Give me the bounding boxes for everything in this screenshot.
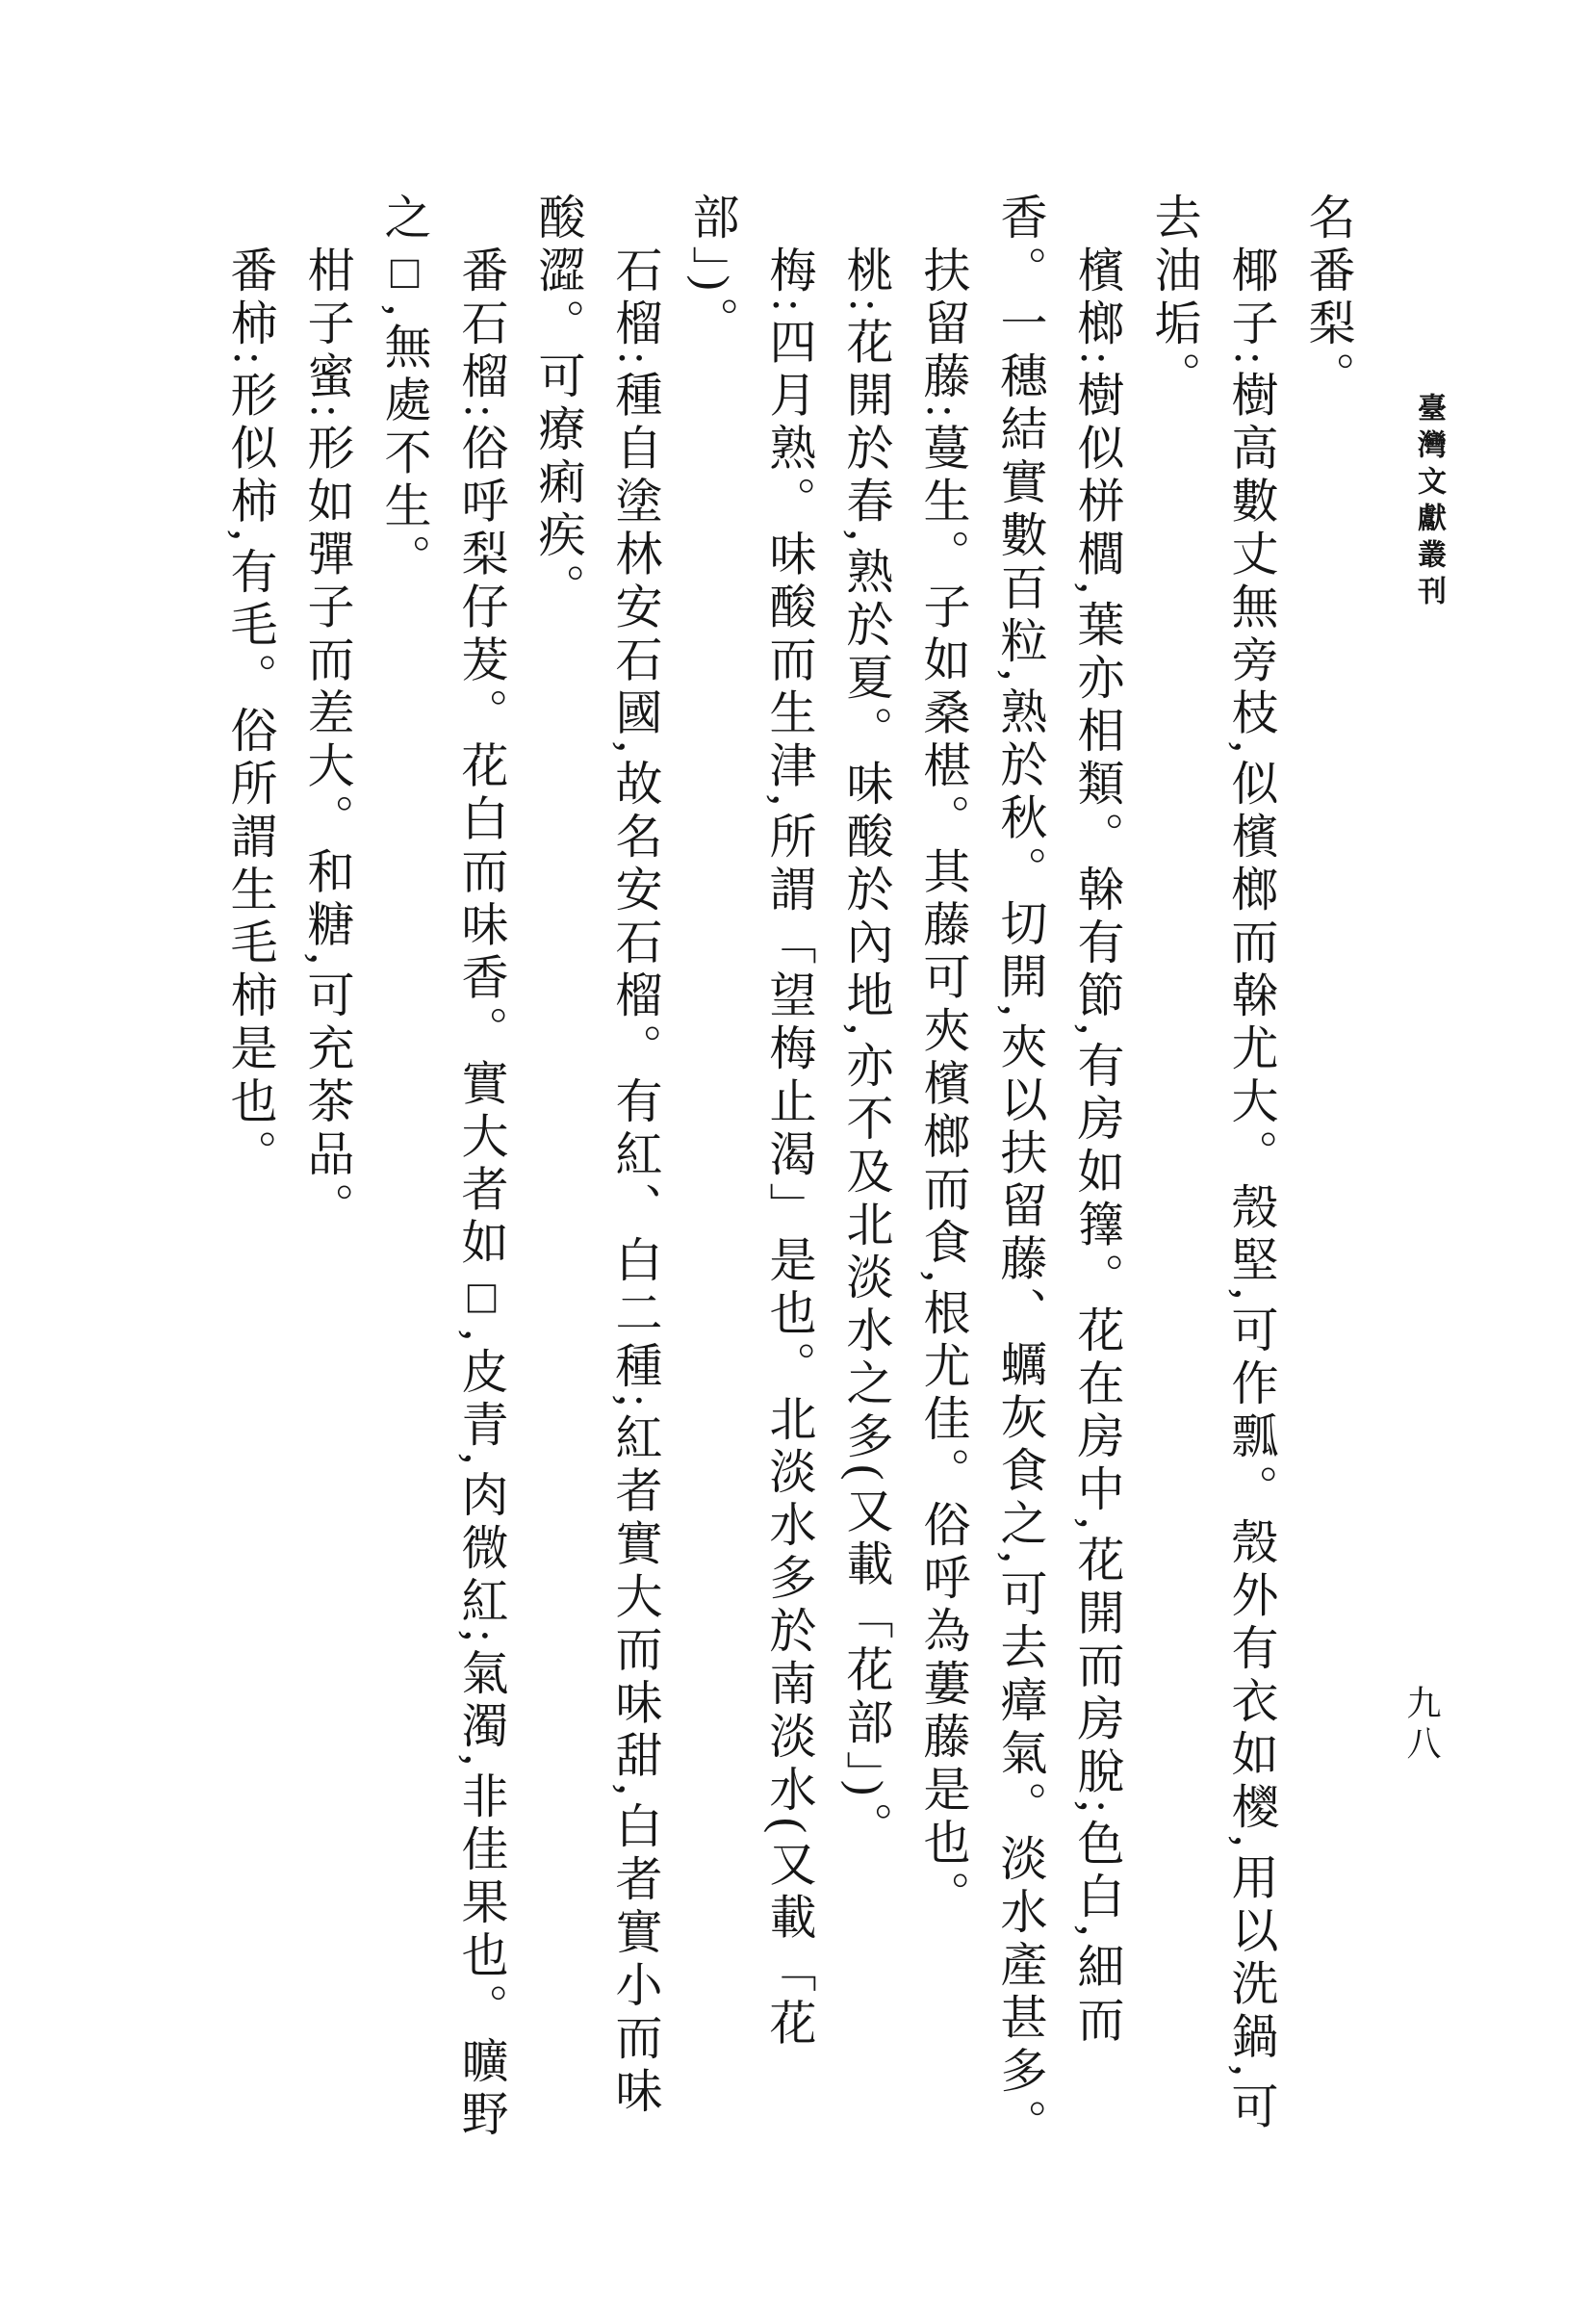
entry-guava: 番石榴:俗呼梨仔茇。花白而味香。實大者如□,皮青,肉微紅;氣濁,非佳果也。曠野之□,無處不生。	[378, 193, 508, 2142]
entry-plum: 梅:四月熟。味酸而生津,所謂「望梅止渴」是也。北淡水多於南淡水(又載「花部」)。	[686, 193, 816, 2052]
entry-coconut: 椰子:樹高數丈無旁枝,似檳榔而榦尤大。殼堅,可作瓢。殼外有衣如㯶,用以洗鍋,可去油垢。	[1148, 193, 1278, 2135]
entry-betel-nut: 檳榔:樹似栟櫚,葉亦相類。榦有節,有房如籜。花在房中,花開而房脫;色白,細而香。一穗結實數百粒,熟於秋。切開,夾以扶留藤、蠣灰食之,可去瘴氣。淡水產甚多。	[994, 193, 1124, 2152]
entry-pomegranate: 石榴:種自塗林安石國,故名安石榴。有紅、白二種;紅者實大而味甜,白者實小而味酸澀。可療痢疾。	[532, 193, 662, 2119]
entry-kumquat-honey: 柑子蜜:形如彈子而差大。和糖,可充茶品。	[301, 245, 354, 1235]
entry-betel-pepper-vine: 扶留藤:蔓生。子如桑椹。其藤可夾檳榔而食,根尤佳。俗呼為蔞藤是也。	[917, 245, 970, 1924]
series-title: 臺灣文獻叢刊	[1413, 393, 1445, 612]
continuation-line: 名番梨。	[1302, 193, 1355, 404]
page-number: 九八	[1402, 1685, 1441, 1766]
entry-peach: 桃:花開於春,熟於夏。味酸於內地,亦不及北淡水之多(又載「花部」)。	[840, 245, 893, 1855]
text-block	[212, 193, 1367, 2152]
entry-hairy-persimmon: 番柿:形似柿,有毛。俗所謂生毛柿是也。	[224, 245, 277, 1182]
